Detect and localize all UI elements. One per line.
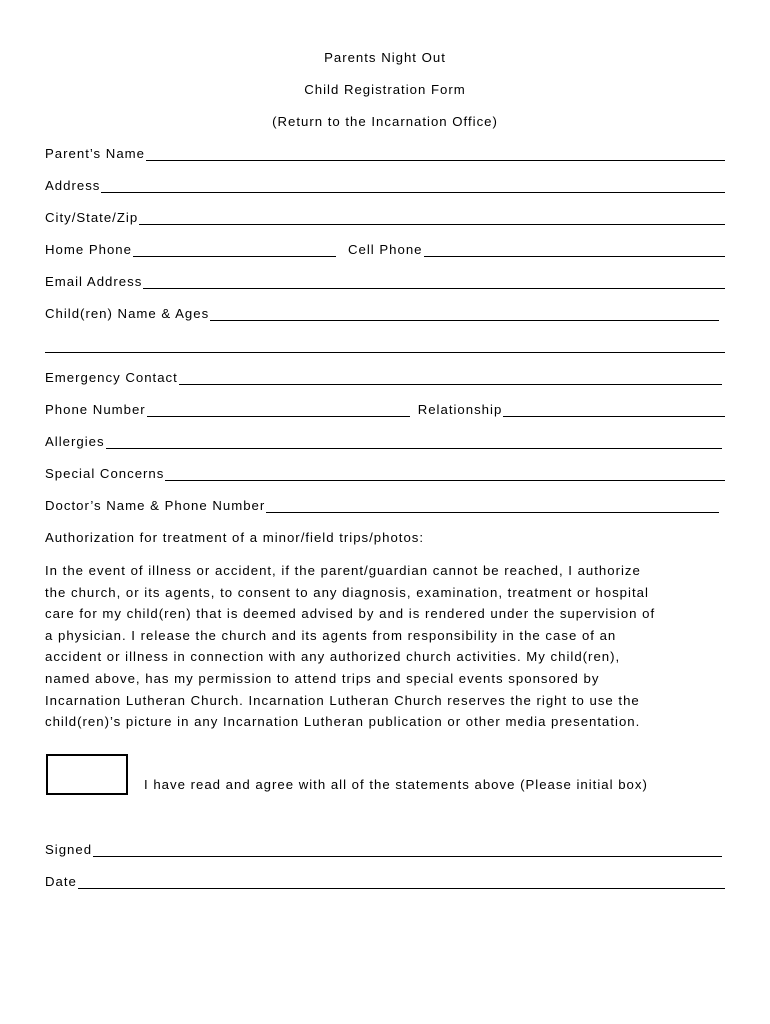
parent-name-row bbox=[45, 143, 725, 161]
authorization-line: named above, has my permission to attend trips and special events sponsored by bbox=[45, 670, 600, 686]
allergies-field[interactable] bbox=[106, 434, 722, 449]
address-label: Address bbox=[45, 178, 101, 193]
special-concerns-label: Special Concerns bbox=[45, 466, 165, 481]
authorization-line: Incarnation Lutheran Church. Incarnation Lutheran Church reserves the right to use the bbox=[45, 692, 640, 708]
agreement-text: I have read and agree with all of the statements above (Please initial box) bbox=[144, 777, 648, 792]
relationship-label: Relationship bbox=[417, 402, 503, 417]
authorization-text bbox=[45, 560, 745, 733]
address-row bbox=[45, 175, 725, 193]
form-title: Parents Night Out bbox=[324, 50, 446, 65]
signed-row bbox=[45, 839, 722, 857]
authorization-line: care for my child(ren) that is deemed advised by and is rendered under the supervision of bbox=[45, 606, 656, 622]
children-extra-row bbox=[45, 335, 725, 353]
relationship-field[interactable] bbox=[503, 402, 725, 417]
children-field[interactable] bbox=[210, 306, 719, 321]
authorization-line: In the event of illness or accident, if the parent/guardian cannot be reached, I authorize bbox=[45, 563, 641, 578]
email-row bbox=[45, 271, 725, 289]
city-state-zip-row bbox=[45, 207, 725, 225]
address-field[interactable] bbox=[101, 178, 725, 193]
city-state-zip-label: City/State/Zip bbox=[45, 210, 139, 225]
signed-field[interactable] bbox=[93, 842, 722, 857]
special-concerns-row bbox=[45, 463, 725, 481]
cell-phone-field[interactable] bbox=[424, 242, 726, 257]
form-return-note: (Return to the Incarnation Office) bbox=[272, 114, 498, 129]
special-concerns-field[interactable] bbox=[165, 466, 725, 481]
email-field[interactable] bbox=[143, 274, 725, 289]
initial-box[interactable] bbox=[46, 754, 128, 795]
form-subtitle: Child Registration Form bbox=[304, 82, 466, 97]
doctor-field[interactable] bbox=[266, 498, 719, 513]
email-label: Email Address bbox=[45, 274, 143, 289]
authorization-heading: Authorization for treatment of a minor/field trips/photos: bbox=[45, 530, 425, 545]
allergies-row bbox=[45, 431, 722, 449]
emergency-contact-field[interactable] bbox=[179, 370, 722, 385]
children-field-extra[interactable] bbox=[45, 338, 725, 353]
emergency-phone-row bbox=[45, 399, 725, 417]
authorization-line: child(ren)’s picture in any Incarnation Lutheran publication or other media presentation. bbox=[45, 714, 641, 730]
date-row bbox=[45, 871, 725, 889]
home-phone-field[interactable] bbox=[133, 242, 336, 257]
home-phone-label: Home Phone bbox=[45, 242, 132, 257]
phone-number-label: Phone Number bbox=[45, 402, 146, 417]
children-label: Child(ren) Name & Ages bbox=[45, 306, 210, 321]
doctor-label: Doctor’s Name & Phone Number bbox=[45, 498, 266, 513]
children-row bbox=[45, 303, 719, 321]
city-state-zip-field[interactable] bbox=[139, 210, 725, 225]
phone-row bbox=[45, 239, 725, 257]
signed-label: Signed bbox=[45, 842, 93, 857]
parent-name-label: Parent’s Name bbox=[45, 146, 145, 161]
authorization-line: a physician. I release the church and its agents from responsibility in the case of an bbox=[45, 627, 617, 643]
phone-number-field[interactable] bbox=[147, 402, 410, 417]
date-field[interactable] bbox=[78, 874, 725, 889]
emergency-contact-row bbox=[45, 367, 722, 385]
date-label: Date bbox=[45, 874, 77, 889]
authorization-line: the church, or its agents, to consent to any diagnosis, examination, treatment or hospital bbox=[45, 584, 649, 600]
cell-phone-label: Cell Phone bbox=[347, 242, 423, 257]
parent-name-field[interactable] bbox=[146, 146, 725, 161]
doctor-row bbox=[45, 495, 719, 513]
allergies-label: Allergies bbox=[45, 434, 105, 449]
emergency-contact-label: Emergency Contact bbox=[45, 370, 178, 385]
authorization-line: accident or illness in connection with any authorized church activities. My child(ren), bbox=[45, 649, 621, 665]
